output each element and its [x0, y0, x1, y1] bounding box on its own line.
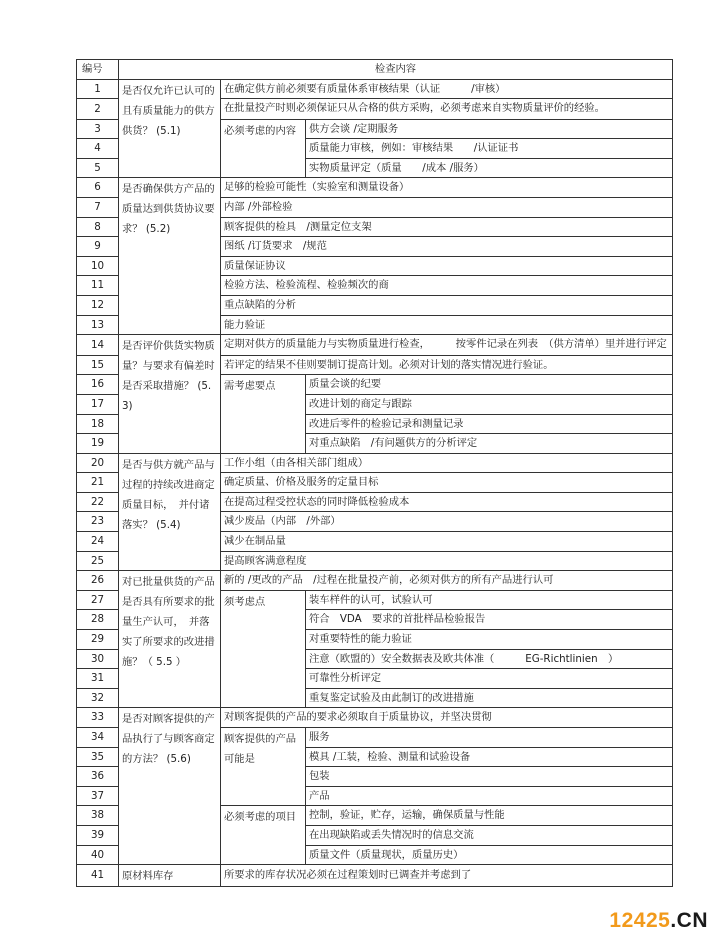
- row-number: 5: [77, 158, 119, 178]
- table-row: [77, 178, 673, 198]
- row-number: 1: [77, 79, 119, 99]
- question-cell: 是否确保供方产品的质量达到供货协议要求？ (5.2): [119, 178, 221, 335]
- row-content: 减少在制品量: [221, 532, 673, 552]
- row-content: 足够的检验可能性（实验室和测量设备）: [221, 178, 673, 198]
- row-number: 41: [77, 865, 119, 887]
- row-content: 能力验证: [221, 315, 673, 335]
- row-number: 27: [77, 590, 119, 610]
- row-number: 11: [77, 276, 119, 296]
- row-number: 26: [77, 571, 119, 591]
- row-content: 质量文件（质量现状，质量历史）: [306, 845, 673, 865]
- row-content: 产品: [306, 786, 673, 806]
- watermark-domain: .CN: [670, 909, 708, 932]
- row-content: 定期对供方的质量能力与实物质量进行检查， 按零件记录在列表 （供方清单）里并进行评定: [221, 335, 673, 356]
- header-content: 检查内容: [119, 60, 673, 80]
- row-content: 顾客提供的检具 /测量定位支架: [221, 217, 673, 237]
- row-content: 重点缺陷的分析: [221, 296, 673, 316]
- row-content: 质量会谈的纪要: [306, 375, 673, 395]
- row-content: 若评定的结果不佳则要制订提高计划。必须对计划的落实情况进行验证。: [221, 355, 673, 375]
- row-content: 实物质量评定（质量 /成本 /服务）: [306, 158, 673, 178]
- watermark-number: 12425: [609, 909, 671, 932]
- subgroup-label: 必须考虑的项目: [221, 806, 306, 865]
- question-cell: 是否评价供货实物质量？与要求有偏差时是否采取措施？ (5.3): [119, 335, 221, 453]
- row-content: 图纸 /订货要求 /规范: [221, 237, 673, 257]
- question-cell: 是否仅允许已认可的且有质量能力的供方供货？ (5.1): [119, 79, 221, 178]
- row-content: 质量保证协议: [221, 256, 673, 276]
- row-content: 在出现缺陷或丢失情况时的信息交流: [306, 825, 673, 845]
- row-number: 28: [77, 610, 119, 630]
- table-row: [77, 708, 673, 728]
- row-number: 37: [77, 786, 119, 806]
- row-number: 39: [77, 825, 119, 845]
- row-content: 在批量投产时则必须保证只从合格的供方采购，必须考虑来自实物质量评价的经验。: [221, 99, 673, 120]
- row-number: 18: [77, 414, 119, 434]
- inspection-checklist-table: [76, 59, 673, 887]
- row-number: 33: [77, 708, 119, 728]
- row-number: 21: [77, 473, 119, 493]
- row-content: 改进后零件的检验记录和测量记录: [306, 414, 673, 434]
- row-number: 35: [77, 747, 119, 767]
- row-content: 可靠性分析评定: [306, 669, 673, 689]
- row-content: 模具 /工装，检验、测量和试验设备: [306, 747, 673, 767]
- row-content: 对重点缺陷 /有问题供方的分析评定: [306, 434, 673, 454]
- row-number: 30: [77, 649, 119, 669]
- row-content: 控制，验证，贮存，运输，确保质量与性能: [306, 806, 673, 826]
- row-content: 注意（欧盟的）安全数据表及欧共体准（ EG-Richtlinien ）: [306, 649, 673, 669]
- row-content: 在提高过程受控状态的同时降低检验成本: [221, 492, 673, 512]
- header-number: 编号: [77, 60, 119, 80]
- row-number: 12: [77, 296, 119, 316]
- table-header-row: [77, 60, 673, 80]
- row-number: 4: [77, 139, 119, 159]
- row-content: 质量能力审核，例如：审核结果 /认证证书: [306, 139, 673, 159]
- row-number: 25: [77, 551, 119, 571]
- row-number: 23: [77, 512, 119, 532]
- row-number: 31: [77, 669, 119, 689]
- row-content: 所要求的库存状况必须在过程策划时已调查并考虑到了: [221, 865, 673, 887]
- site-watermark: [609, 909, 708, 933]
- table-row: [77, 453, 673, 473]
- row-number: 10: [77, 256, 119, 276]
- row-content: 检验方法、检验流程、检验频次的商: [221, 276, 673, 296]
- row-number: 20: [77, 453, 119, 473]
- subgroup-label: 需考虑要点: [221, 375, 306, 453]
- row-content: 内部 /外部检验: [221, 198, 673, 218]
- row-number: 40: [77, 845, 119, 865]
- row-content: 装车样件的认可，试验认可: [306, 590, 673, 610]
- row-number: 8: [77, 217, 119, 237]
- table-row: [77, 571, 673, 591]
- row-content: 减少废品（内部 /外部）: [221, 512, 673, 532]
- row-number: 38: [77, 806, 119, 826]
- table-row: [77, 865, 673, 887]
- row-number: 16: [77, 375, 119, 395]
- row-content: 包装: [306, 767, 673, 787]
- row-content: 确定质量、价格及服务的定量目标: [221, 473, 673, 493]
- row-content: 新的 /更改的产品 /过程在批量投产前，必须对供方的所有产品进行认可: [221, 571, 673, 591]
- row-number: 14: [77, 335, 119, 356]
- subgroup-label: 顾客提供的产品可能是: [221, 728, 306, 806]
- question-cell: 原材料库存: [119, 865, 221, 887]
- question-cell: 是否与供方就产品与过程的持续改进商定质量目标， 并付诸落实？ (5.4): [119, 453, 221, 571]
- row-number: 15: [77, 355, 119, 375]
- subgroup-label: 须考虑点: [221, 590, 306, 708]
- row-content: 重复鉴定试验及由此制订的改进措施: [306, 688, 673, 708]
- row-number: 36: [77, 767, 119, 787]
- row-number: 32: [77, 688, 119, 708]
- question-cell: 对已批量供货的产品是否具有所要求的批量生产认可， 并落实了所要求的改进措施？（ 5.5 ）: [119, 571, 221, 708]
- table-row: [77, 335, 673, 356]
- table-row: [77, 79, 673, 99]
- row-number: 3: [77, 119, 119, 139]
- row-content: 服务: [306, 728, 673, 748]
- row-number: 19: [77, 434, 119, 454]
- row-content: 供方会谈 /定期服务: [306, 119, 673, 139]
- row-content: 对顾客提供的产品的要求必须取自于质量协议，并坚决贯彻: [221, 708, 673, 728]
- row-number: 29: [77, 630, 119, 650]
- row-number: 24: [77, 532, 119, 552]
- row-number: 9: [77, 237, 119, 257]
- row-number: 7: [77, 198, 119, 218]
- row-number: 22: [77, 492, 119, 512]
- row-number: 34: [77, 728, 119, 748]
- row-content: 改进计划的商定与跟踪: [306, 394, 673, 414]
- row-content: 提高顾客满意程度: [221, 551, 673, 571]
- row-content: 在确定供方前必须要有质量体系审核结果（认证 /审核）: [221, 79, 673, 99]
- row-number: 6: [77, 178, 119, 198]
- row-content: 对重要特性的能力验证: [306, 630, 673, 650]
- row-number: 2: [77, 99, 119, 120]
- row-content: 工作小组（由各相关部门组成）: [221, 453, 673, 473]
- question-cell: 是否对顾客提供的产品执行了与顾客商定的方法？ (5.6): [119, 708, 221, 865]
- row-number: 17: [77, 394, 119, 414]
- row-number: 13: [77, 315, 119, 335]
- subgroup-label: 必须考虑的内容: [221, 119, 306, 178]
- row-content: 符合 VDA 要求的首批样品检验报告: [306, 610, 673, 630]
